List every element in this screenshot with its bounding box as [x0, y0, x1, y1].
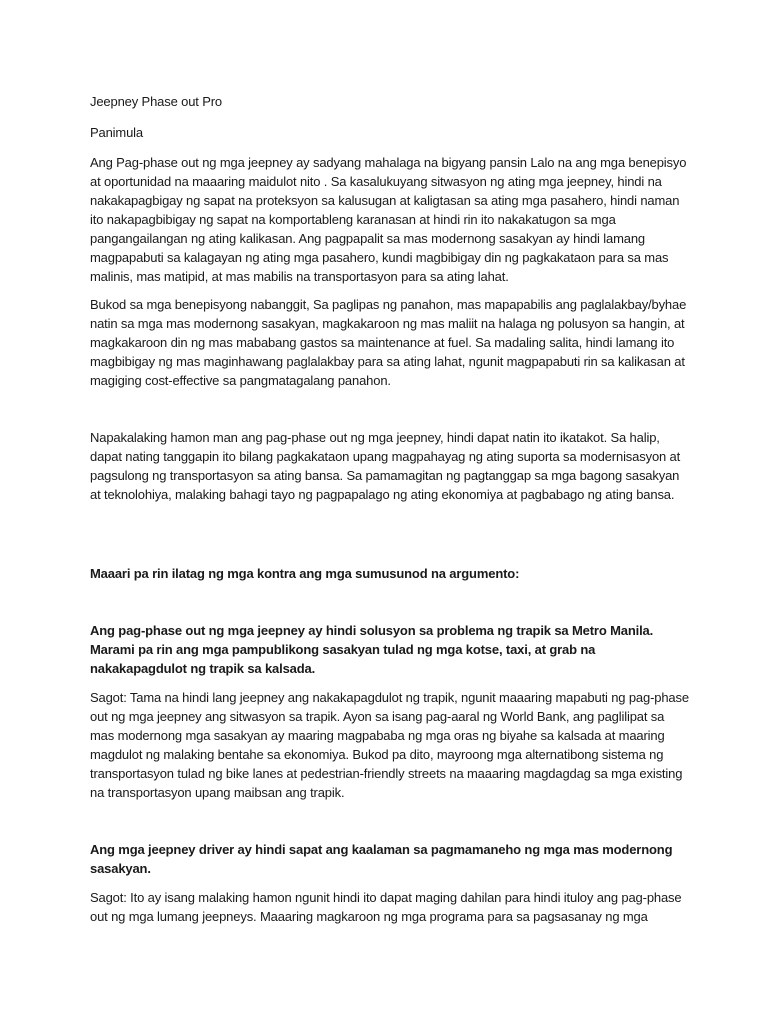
argument-answer-1: Sagot: Tama na hindi lang jeepney ang nakakapagdulot ng trapik, ngunit maaaring mapabuti ng pag-phase out ng mga jeepney ang sitwasyon sa trapik. Ayon sa isang pag-aaral ng World Bank, ang paglilipat sa mas modernong mga sasakyan ay maaring magpababa ng mga oras ng biyahe sa kalsada at maaring magdulot ng malaking bentahe sa ekonomiya. Bukod pa dito, mayroong mga alternatibong sistema ng transportasyon tulad ng bike lanes at pedestrian-friendly streets na maaaring magdagdag sa mga existing na transportasyon upang maibsan ang trapik. [90, 690, 689, 800]
argument-answer-2: Sagot: Ito ay isang malaking hamon ngunit hindi ito dapat maging dahilan para hindi ituloy ang pag-phase out ng mga lumang jeepneys. Maaaring magkaroon ng mga programa para sa pagsasanay ng mga [90, 890, 682, 924]
argument-claim-2: Ang mga jeepney driver ay hindi sapat ang kaalaman sa pagmamaneho ng mga mas modernong sasakyan. [90, 842, 673, 876]
section-heading: Panimula [90, 125, 143, 140]
document-body [90, 92, 690, 935]
counter-arguments-heading: Maaari pa rin ilatag ng mga kontra ang mga sumusunod na argumento: [90, 566, 520, 581]
paragraph-intro: Ang Pag-phase out ng mga jeepney ay sadyang mahalaga na bigyang pansin Lalo na ang mga benepisyo at oportunidad na maaaring maidulot nito . Sa kasalukuyang sitwasyon ng ating mga jeepney, hindi na nakakapagbigay ng sapat na proteksyon sa kalusugan at kaligtasan sa ating mga pasahero, hindi naman ito nakapagbibigay ng sapat na komportableng karanasan at hindi rin ito nakakatugon sa mga pangangailangan ng ating kalikasan. Ang pagpapalit sa mas modernong sasakyan ay hindi lamang magpapabuti sa kalagayan ng ating mga pasahero, kundi magbibigay din ng pagkakataon para sa mas malinis, mas matipid, at mas mabilis na transportasyon para sa ating lahat. [90, 155, 687, 284]
document-title: Jeepney Phase out Pro [90, 94, 222, 109]
paragraph-challenge: Napakalaking hamon man ang pag-phase out ng mga jeepney, hindi dapat natin ito ikatakot. Sa halip, dapat nating tanggapin ito bilang pagkakataon upang magpahayag ng ating suporta sa modernisasyon at pagsulong ng transportasyon sa ating bansa. Sa pamamagitan ng pagtanggap sa mga bagong sasakyan at teknolohiya, malaking bahagi tayo ng pagpapalago ng ating ekonomiya at pagbabago ng ating bansa. [90, 430, 681, 502]
paragraph-benefits: Bukod sa mga benepisyong nabanggit, Sa paglipas ng panahon, mas mapapabilis ang paglalakbay/byhae natin sa mga mas modernong sasakyan, magkakaroon ng mas maliit na halaga ng polusyon sa hangin, at magkakaroon din ng mas mababang gastos sa maintenance at fuel. Sa madaling salita, hindi lamang ito magbibigay ng mas maginhawang paglalakbay para sa ating lahat, ngunit magpapabuti rin sa kalikasan at magiging cost-effective sa pangmatagalang panahon. [90, 297, 687, 388]
argument-claim-1: Ang pag-phase out ng mga jeepney ay hindi solusyon sa problema ng trapik sa Metro Manila. Marami pa rin ang mga pampublikong sasakyan tulad ng mga kotse, taxi, at grab na nakakapagdulot ng trapik sa kalsada. [90, 623, 654, 676]
